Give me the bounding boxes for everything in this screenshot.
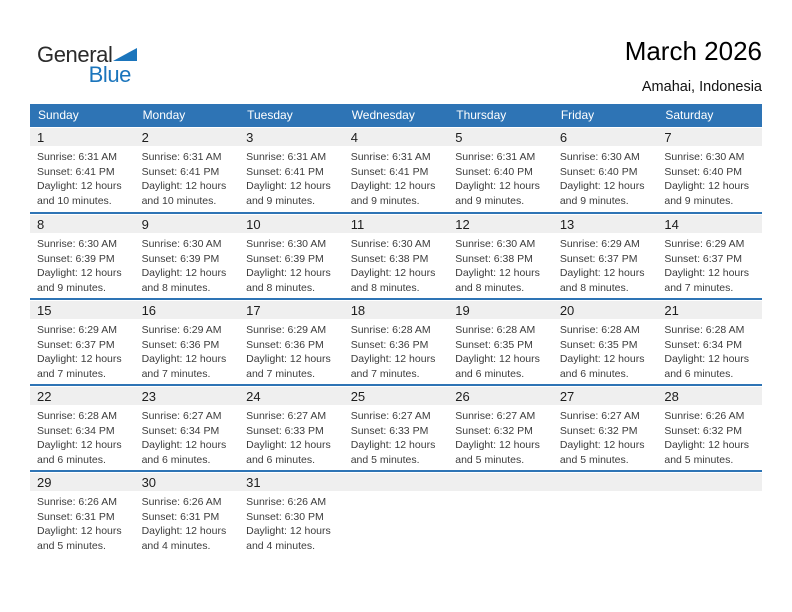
sunset-line: Sunset: 6:41 PM	[246, 165, 324, 178]
day-details	[135, 405, 240, 467]
week-row	[30, 299, 762, 385]
sunrise-line: Sunrise: 6:28 AM	[559, 324, 640, 336]
daylight-line-2: and 6 minutes.	[559, 367, 629, 380]
day-cell	[657, 299, 762, 385]
day-details	[344, 319, 449, 381]
sunrise-line: Sunrise: 6:29 AM	[37, 324, 117, 336]
sunset-line: Sunset: 6:39 PM	[37, 252, 115, 265]
day-header-thursday: Thursday	[448, 104, 553, 127]
day-details	[657, 405, 762, 467]
daylight-line-1: Daylight: 12 hours	[37, 267, 122, 279]
day-details	[135, 233, 240, 295]
day-number: 27	[553, 387, 658, 405]
day-number: 7	[657, 128, 762, 146]
day-number: 6	[553, 128, 658, 146]
day-cell	[239, 127, 344, 213]
sunrise-line: Sunrise: 6:28 AM	[37, 410, 117, 422]
daylight-line-2: and 9 minutes.	[664, 194, 734, 207]
day-details	[657, 233, 762, 295]
sunset-line: Sunset: 6:41 PM	[141, 165, 220, 178]
daylight-line-1: Daylight: 12 hours	[141, 267, 227, 279]
day-cell	[135, 213, 240, 299]
daylight-line-1: Daylight: 12 hours	[37, 439, 122, 451]
daylight-line-1: Daylight: 12 hours	[664, 180, 750, 192]
daylight-line-1: Daylight: 12 hours	[350, 439, 436, 451]
day-number	[448, 473, 553, 491]
sunrise-line: Sunrise: 6:31 AM	[350, 151, 431, 163]
empty-day-cell	[448, 471, 553, 557]
daylight-line-2: and 10 minutes.	[37, 194, 112, 207]
week-row	[30, 213, 762, 299]
day-cell	[239, 213, 344, 299]
day-number: 13	[553, 215, 658, 233]
daylight-line-1: Daylight: 12 hours	[246, 439, 331, 451]
day-number: 21	[657, 301, 762, 319]
day-number: 30	[135, 473, 240, 491]
daylight-line-1: Daylight: 12 hours	[559, 267, 645, 279]
sunrise-line: Sunrise: 6:26 AM	[141, 496, 222, 508]
day-number: 2	[135, 128, 240, 146]
sunset-line: Sunset: 6:35 PM	[559, 338, 638, 351]
day-details	[239, 146, 344, 208]
daylight-line-2: and 7 minutes.	[141, 367, 211, 380]
daylight-line-2: and 5 minutes.	[455, 453, 525, 466]
daylight-line-1: Daylight: 12 hours	[559, 439, 645, 451]
day-details	[657, 319, 762, 381]
sunrise-line: Sunrise: 6:30 AM	[664, 151, 745, 163]
day-details	[30, 491, 135, 553]
sunset-line: Sunset: 6:31 PM	[141, 510, 220, 523]
sunset-line: Sunset: 6:37 PM	[559, 252, 638, 265]
daylight-line-2: and 8 minutes.	[350, 281, 420, 294]
daylight-line-2: and 7 minutes.	[350, 367, 420, 380]
sunset-line: Sunset: 6:41 PM	[350, 165, 429, 178]
empty-day-cell	[553, 471, 658, 557]
day-cell	[553, 127, 658, 213]
sunset-line: Sunset: 6:32 PM	[455, 424, 533, 437]
day-details	[448, 233, 553, 295]
sunrise-line: Sunrise: 6:30 AM	[350, 238, 431, 250]
logo-triangle-icon	[113, 48, 137, 61]
daylight-line-2: and 6 minutes.	[37, 453, 106, 466]
day-number: 9	[135, 215, 240, 233]
day-header-friday: Friday	[553, 104, 658, 127]
week-row	[30, 127, 762, 213]
empty-day-cell	[657, 471, 762, 557]
daylight-line-2: and 4 minutes.	[141, 539, 211, 552]
day-header-saturday: Saturday	[657, 104, 762, 127]
day-number: 8	[30, 215, 135, 233]
day-number: 22	[30, 387, 135, 405]
logo-text-blue: Blue	[88, 62, 131, 87]
day-details	[135, 491, 240, 553]
day-details	[239, 491, 344, 553]
sunrise-line: Sunrise: 6:26 AM	[37, 496, 117, 508]
sunset-line: Sunset: 6:35 PM	[455, 338, 533, 351]
day-number: 20	[553, 301, 658, 319]
daylight-line-1: Daylight: 12 hours	[246, 353, 331, 365]
day-number: 16	[135, 301, 240, 319]
daylight-line-2: and 8 minutes.	[246, 281, 316, 294]
daylight-line-2: and 6 minutes.	[664, 367, 734, 380]
sunset-line: Sunset: 6:32 PM	[664, 424, 743, 437]
day-cell	[448, 213, 553, 299]
day-header-wednesday: Wednesday	[344, 104, 449, 127]
day-cell	[239, 385, 344, 471]
sunrise-line: Sunrise: 6:30 AM	[37, 238, 117, 250]
day-cell	[30, 299, 135, 385]
day-cell	[135, 299, 240, 385]
sunset-line: Sunset: 6:40 PM	[559, 165, 638, 178]
daylight-line-2: and 10 minutes.	[141, 194, 217, 207]
day-details	[30, 405, 135, 467]
day-cell	[553, 213, 658, 299]
daylight-line-1: Daylight: 12 hours	[246, 180, 331, 192]
sunset-line: Sunset: 6:38 PM	[350, 252, 429, 265]
day-number: 26	[448, 387, 553, 405]
sunset-line: Sunset: 6:36 PM	[141, 338, 220, 351]
daylight-line-1: Daylight: 12 hours	[559, 180, 645, 192]
daylight-line-1: Daylight: 12 hours	[37, 525, 122, 537]
sunrise-line: Sunrise: 6:27 AM	[455, 410, 536, 422]
day-number: 25	[344, 387, 449, 405]
day-cell	[30, 471, 135, 557]
day-cell	[135, 127, 240, 213]
sunrise-line: Sunrise: 6:27 AM	[141, 410, 222, 422]
sunset-line: Sunset: 6:37 PM	[664, 252, 743, 265]
day-details	[344, 146, 449, 208]
day-cell	[657, 127, 762, 213]
sunset-line: Sunset: 6:40 PM	[455, 165, 533, 178]
day-header-monday: Monday	[135, 104, 240, 127]
sunrise-line: Sunrise: 6:27 AM	[559, 410, 640, 422]
daylight-line-2: and 4 minutes.	[246, 539, 316, 552]
daylight-line-1: Daylight: 12 hours	[350, 267, 436, 279]
daylight-line-1: Daylight: 12 hours	[37, 353, 122, 365]
sunset-line: Sunset: 6:37 PM	[37, 338, 115, 351]
day-details	[30, 233, 135, 295]
day-details	[239, 233, 344, 295]
day-cell	[448, 299, 553, 385]
day-details	[135, 319, 240, 381]
daylight-line-1: Daylight: 12 hours	[664, 439, 750, 451]
day-details	[657, 146, 762, 208]
sunset-line: Sunset: 6:39 PM	[141, 252, 220, 265]
day-cell	[657, 213, 762, 299]
daylight-line-1: Daylight: 12 hours	[141, 439, 227, 451]
day-number: 18	[344, 301, 449, 319]
daylight-line-1: Daylight: 12 hours	[37, 180, 122, 192]
day-number: 24	[239, 387, 344, 405]
sunset-line: Sunset: 6:36 PM	[246, 338, 324, 351]
daylight-line-2: and 8 minutes.	[559, 281, 629, 294]
daylight-line-2: and 5 minutes.	[37, 539, 106, 552]
day-details	[553, 146, 658, 208]
daylight-line-2: and 6 minutes.	[246, 453, 316, 466]
day-cell	[657, 385, 762, 471]
day-header-sunday: Sunday	[30, 104, 135, 127]
sunrise-line: Sunrise: 6:29 AM	[246, 324, 327, 336]
page-title: March 2026	[624, 36, 762, 66]
daylight-line-2: and 9 minutes.	[559, 194, 629, 207]
daylight-line-1: Daylight: 12 hours	[664, 353, 750, 365]
logo-text-general: General	[37, 42, 113, 67]
sunrise-line: Sunrise: 6:30 AM	[455, 238, 536, 250]
daylight-line-1: Daylight: 12 hours	[141, 180, 227, 192]
day-cell	[553, 385, 658, 471]
sunrise-line: Sunrise: 6:31 AM	[455, 151, 536, 163]
sunset-line: Sunset: 6:34 PM	[141, 424, 220, 437]
day-details	[344, 405, 449, 467]
sunrise-line: Sunrise: 6:31 AM	[37, 151, 117, 163]
day-cell	[135, 385, 240, 471]
day-number	[553, 473, 658, 491]
daylight-line-1: Daylight: 12 hours	[350, 180, 436, 192]
daylight-line-2: and 7 minutes.	[37, 367, 106, 380]
daylight-line-2: and 5 minutes.	[559, 453, 629, 466]
day-details	[239, 405, 344, 467]
day-cell	[553, 299, 658, 385]
sunrise-line: Sunrise: 6:30 AM	[141, 238, 222, 250]
empty-day-cell	[344, 471, 449, 557]
day-number: 23	[135, 387, 240, 405]
day-number: 15	[30, 301, 135, 319]
daylight-line-2: and 5 minutes.	[664, 453, 734, 466]
day-details	[135, 146, 240, 208]
sunrise-line: Sunrise: 6:28 AM	[350, 324, 431, 336]
sunset-line: Sunset: 6:34 PM	[664, 338, 743, 351]
sunrise-line: Sunrise: 6:31 AM	[246, 151, 327, 163]
sunrise-line: Sunrise: 6:28 AM	[664, 324, 745, 336]
day-number: 4	[344, 128, 449, 146]
daylight-line-2: and 7 minutes.	[246, 367, 316, 380]
daylight-line-1: Daylight: 12 hours	[350, 353, 436, 365]
daylight-line-1: Daylight: 12 hours	[455, 267, 540, 279]
day-details	[553, 319, 658, 381]
daylight-line-1: Daylight: 12 hours	[246, 525, 331, 537]
day-cell	[448, 385, 553, 471]
day-number: 12	[448, 215, 553, 233]
sunset-line: Sunset: 6:38 PM	[455, 252, 533, 265]
sunset-line: Sunset: 6:33 PM	[350, 424, 429, 437]
sunrise-line: Sunrise: 6:27 AM	[246, 410, 327, 422]
week-row	[30, 385, 762, 471]
day-cell	[344, 299, 449, 385]
sunset-line: Sunset: 6:31 PM	[37, 510, 115, 523]
sunrise-line: Sunrise: 6:26 AM	[246, 496, 327, 508]
day-details	[448, 319, 553, 381]
week-row	[30, 471, 762, 557]
sunrise-line: Sunrise: 6:29 AM	[664, 238, 745, 250]
sunrise-line: Sunrise: 6:26 AM	[664, 410, 745, 422]
day-cell	[239, 471, 344, 557]
day-details	[448, 405, 553, 467]
sunrise-line: Sunrise: 6:27 AM	[350, 410, 431, 422]
sunrise-line: Sunrise: 6:30 AM	[246, 238, 327, 250]
sunset-line: Sunset: 6:41 PM	[37, 165, 115, 178]
day-cell	[448, 127, 553, 213]
day-cell	[239, 299, 344, 385]
day-header-row	[30, 104, 762, 127]
day-details	[30, 319, 135, 381]
sunset-line: Sunset: 6:33 PM	[246, 424, 324, 437]
daylight-line-2: and 5 minutes.	[350, 453, 420, 466]
daylight-line-2: and 8 minutes.	[141, 281, 211, 294]
day-details	[448, 146, 553, 208]
daylight-line-2: and 9 minutes.	[350, 194, 420, 207]
daylight-line-1: Daylight: 12 hours	[141, 525, 227, 537]
daylight-line-1: Daylight: 12 hours	[141, 353, 227, 365]
sunset-line: Sunset: 6:32 PM	[559, 424, 638, 437]
location-subtitle: Amahai, Indonesia	[641, 79, 762, 95]
day-number: 10	[239, 215, 344, 233]
calendar-table	[30, 104, 762, 557]
calendar-body	[30, 127, 762, 557]
sunrise-line: Sunrise: 6:29 AM	[559, 238, 640, 250]
day-number	[344, 473, 449, 491]
sunset-line: Sunset: 6:36 PM	[350, 338, 429, 351]
daylight-line-1: Daylight: 12 hours	[455, 180, 540, 192]
sunset-line: Sunset: 6:39 PM	[246, 252, 324, 265]
sunset-line: Sunset: 6:34 PM	[37, 424, 115, 437]
day-number: 19	[448, 301, 553, 319]
daylight-line-2: and 6 minutes.	[141, 453, 211, 466]
day-number: 28	[657, 387, 762, 405]
day-number: 11	[344, 215, 449, 233]
sunset-line: Sunset: 6:30 PM	[246, 510, 324, 523]
day-header-tuesday: Tuesday	[239, 104, 344, 127]
sunrise-line: Sunrise: 6:31 AM	[141, 151, 222, 163]
daylight-line-2: and 9 minutes.	[37, 281, 106, 294]
daylight-line-1: Daylight: 12 hours	[664, 267, 750, 279]
sunrise-line: Sunrise: 6:28 AM	[455, 324, 536, 336]
daylight-line-2: and 9 minutes.	[246, 194, 316, 207]
daylight-line-2: and 8 minutes.	[455, 281, 525, 294]
day-cell	[344, 127, 449, 213]
day-cell	[344, 213, 449, 299]
day-number	[657, 473, 762, 491]
day-cell	[135, 471, 240, 557]
daylight-line-2: and 6 minutes.	[455, 367, 525, 380]
day-number: 3	[239, 128, 344, 146]
day-number: 14	[657, 215, 762, 233]
daylight-line-1: Daylight: 12 hours	[559, 353, 645, 365]
daylight-line-1: Daylight: 12 hours	[455, 439, 540, 451]
sunrise-line: Sunrise: 6:29 AM	[141, 324, 222, 336]
calendar-header	[30, 104, 762, 127]
daylight-line-2: and 9 minutes.	[455, 194, 525, 207]
day-number: 29	[30, 473, 135, 491]
day-number: 17	[239, 301, 344, 319]
daylight-line-2: and 7 minutes.	[664, 281, 734, 294]
day-number: 31	[239, 473, 344, 491]
sunrise-line: Sunrise: 6:30 AM	[559, 151, 640, 163]
day-cell	[30, 213, 135, 299]
day-cell	[344, 385, 449, 471]
day-cell	[30, 127, 135, 213]
sunset-line: Sunset: 6:40 PM	[664, 165, 743, 178]
day-details	[239, 319, 344, 381]
day-cell	[30, 385, 135, 471]
day-details	[344, 233, 449, 295]
day-number: 5	[448, 128, 553, 146]
daylight-line-1: Daylight: 12 hours	[455, 353, 540, 365]
day-details	[553, 233, 658, 295]
day-details	[30, 146, 135, 208]
general-blue-logo	[37, 42, 131, 88]
day-number: 1	[30, 128, 135, 146]
day-details	[553, 405, 658, 467]
daylight-line-1: Daylight: 12 hours	[246, 267, 331, 279]
